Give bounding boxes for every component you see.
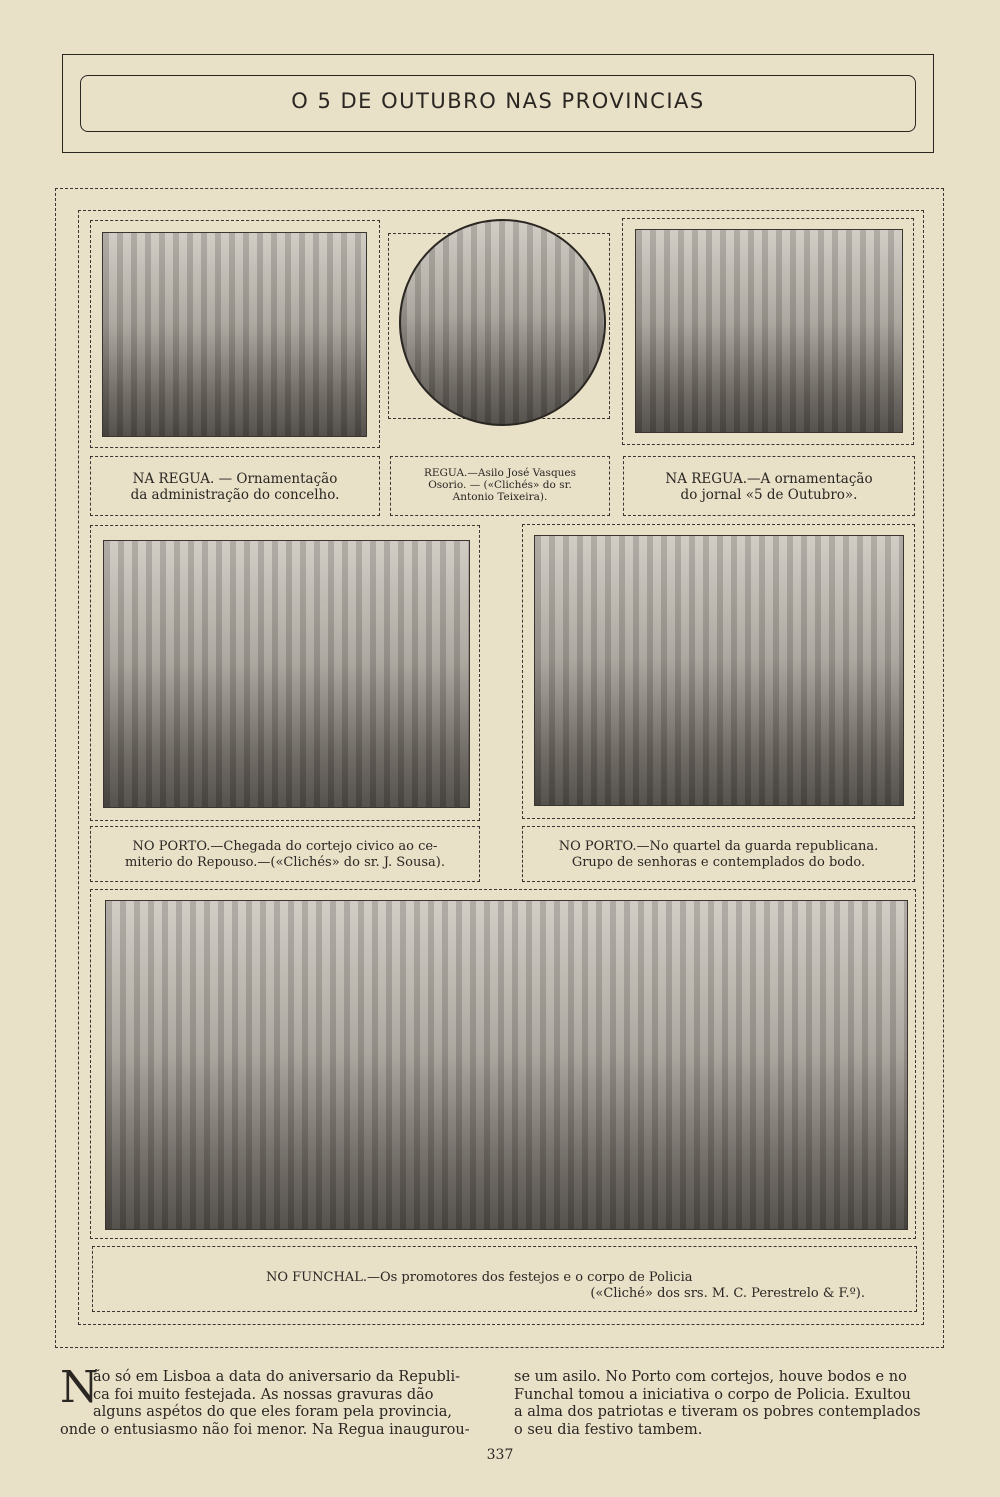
porto-quartel-photo: [534, 535, 904, 806]
caption-line: miterio do Repouso.—(«Clichés» do sr. J. Sousa).: [124, 855, 445, 870]
regua-jornal-caption: [625, 471, 913, 503]
porto-cortejo-caption: [92, 839, 478, 871]
caption-line: da administração do concelho.: [130, 487, 340, 503]
article-line: onde o entusiasmo não foi menor. Na Regua inaugurou-: [60, 1421, 470, 1438]
article-line: a alma dos patriotas e tiveram os pobres contemplados: [514, 1404, 921, 1420]
article-line: ão só em Lisboa a data do aniversario da Republi-: [93, 1369, 460, 1385]
dropcap: N: [60, 1362, 99, 1413]
caption-line: NO PORTO.—Chegada do cortejo civico ao ce-: [132, 839, 438, 854]
funchal-caption: [94, 1270, 915, 1302]
caption-line: NO PORTO.—No quartel da guarda republicana.: [558, 839, 879, 854]
article-line: se um asilo. No Porto com cortejos, houve bodos e no: [514, 1369, 907, 1385]
article-column-1: [60, 1369, 484, 1439]
caption-line: Antonio Teixeira).: [452, 491, 548, 503]
page-title: O 5 DE OUTUBRO NAS PROVINCIAS: [291, 89, 705, 113]
caption-line: («Cliché» dos srs. M. C. Perestrelo & F.º).: [590, 1286, 865, 1301]
article-column-2: [514, 1369, 946, 1439]
funchal-photo: [105, 900, 908, 1230]
caption-line: do jornal «5 de Outubro».: [680, 487, 858, 503]
article-line: Funchal tomou a iniciativa o corpo de Policia. Exultou: [514, 1386, 911, 1403]
regua-admin-caption: [92, 471, 378, 503]
caption-line: REGUA.—Asilo José Vasques: [423, 467, 577, 479]
regua-asilo-photo: [399, 219, 606, 426]
caption-line: NO FUNCHAL.—Os promotores dos festejos e o corpo de Policia: [266, 1270, 693, 1285]
article-line: alguns aspétos do que eles foram pela provincia,: [93, 1404, 453, 1420]
regua-admin-photo: [102, 232, 367, 437]
article-line: ca foi muito festejada. As nossas gravuras dão: [93, 1386, 434, 1403]
page-number: 337: [486, 1447, 514, 1463]
porto-cortejo-photo: [103, 540, 470, 808]
caption-line: NA REGUA.—A ornamentação: [665, 471, 873, 487]
caption-line: NA REGUA. — Ornamentação: [132, 471, 338, 487]
porto-quartel-caption: [524, 839, 913, 871]
regua-asilo-caption: [392, 467, 608, 503]
regua-jornal-photo: [635, 229, 903, 433]
caption-line: Osorio. — («Clichés» do sr.: [428, 479, 572, 491]
caption-line: Grupo de senhoras e contemplados do bodo.: [571, 855, 866, 870]
article-line: o seu dia festivo tambem.: [514, 1421, 703, 1438]
